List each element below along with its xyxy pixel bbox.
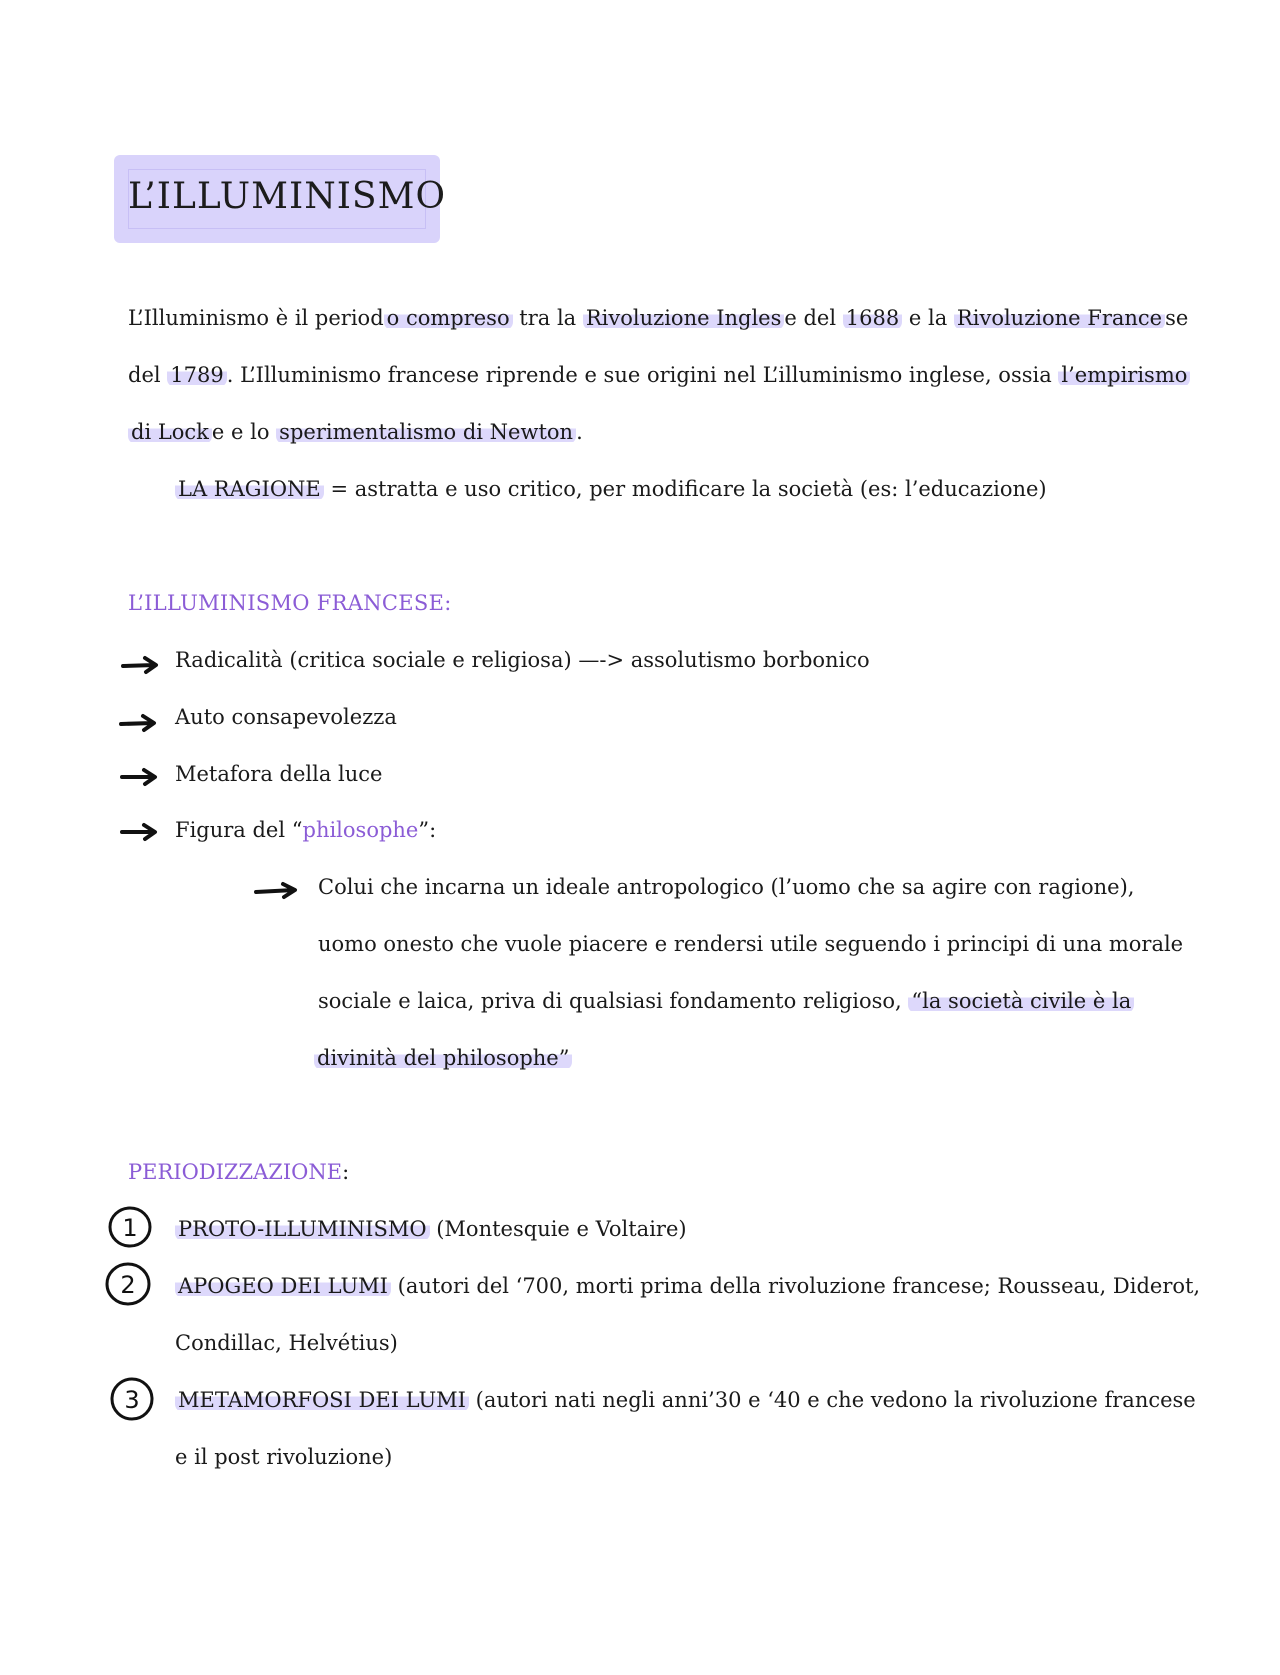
highlight: “la società civile è la [908, 989, 1134, 1013]
text: e e lo [211, 420, 277, 444]
list-item: Auto consapevolezza [175, 705, 397, 729]
number-circle-2-icon [103, 1259, 153, 1309]
arrow-icon [119, 711, 159, 733]
text: sociale e laica, priva di qualsiasi fondamento religioso, [318, 989, 909, 1013]
intro-line-2 [128, 360, 1190, 390]
text: se [1165, 306, 1189, 330]
highlight: 1789 [167, 363, 226, 387]
highlight: 1688 [843, 306, 902, 330]
highlight: o compreso [384, 306, 513, 330]
highlight: di Lock [128, 420, 212, 444]
circle-number: 1 [122, 1214, 138, 1242]
page-title: L’ILLUMINISMO [128, 176, 446, 217]
text: (autori del ‘700, morti prima della rivoluzione francese; Rousseau, Diderot, [390, 1274, 1201, 1298]
text: (autori nati negli anni’30 e ‘40 e che vedono la rivoluzione francese [468, 1388, 1196, 1412]
highlight: METAMORFOSI DEI LUMI [175, 1388, 469, 1412]
heading-text: PERIODIZZAZIONE [128, 1160, 343, 1184]
text: tra la [512, 306, 583, 330]
arrow-icon [254, 880, 300, 902]
highlight: APOGEO DEI LUMI [175, 1274, 391, 1298]
arrow-icon [120, 822, 160, 844]
text: (Montesquie e Voltaire) [429, 1217, 687, 1241]
period-item-3 [175, 1385, 1196, 1415]
text: . [576, 420, 583, 444]
philosophe-word: philosophe [302, 818, 419, 842]
text: ”: [418, 818, 437, 842]
intro-line-1 [128, 303, 1188, 333]
text: e del [784, 306, 843, 330]
arrow-icon [120, 766, 160, 788]
ragione-label: LA RAGIONE [175, 477, 324, 501]
arrow-icon [121, 654, 161, 676]
period-item-3-cont: e il post rivoluzione) [175, 1445, 393, 1469]
period-item-1 [175, 1214, 687, 1244]
period-item-2 [175, 1271, 1200, 1301]
list-item: Radicalità (critica sociale e religiosa) —-> assolutismo borbonico [175, 648, 870, 672]
highlight: l’empirismo [1058, 363, 1190, 387]
sub-line-2: uomo onesto che vuole piacere e rendersi utile seguendo i principi di una morale [318, 932, 1184, 956]
text: L’Illuminismo è il period [128, 306, 384, 330]
text: = astratta e uso critico, per modificare la società (es: l’educazione) [323, 477, 1047, 501]
text: e la [902, 306, 954, 330]
highlight: sperimentalismo di Newton [276, 420, 576, 444]
sub-line-3 [318, 986, 1134, 1016]
sub-line-1: Colui che incarna un ideale antropologico (l’uomo che sa agire con ragione), [318, 875, 1135, 899]
text: Figura del “ [175, 818, 303, 842]
highlight: PROTO-ILLUMINISMO [175, 1217, 430, 1241]
ragione-line [175, 474, 1047, 504]
highlight: Rivoluzione France [954, 306, 1165, 330]
circle-number: 3 [124, 1386, 140, 1414]
text: del [128, 363, 168, 387]
section-heading-periodizzazione [128, 1157, 349, 1187]
text: : [342, 1160, 350, 1184]
highlight: divinità del philosophe” [314, 1046, 572, 1070]
sub-line-4 [314, 1043, 572, 1073]
intro-line-3 [128, 417, 583, 447]
list-item-figura [175, 815, 436, 845]
section-heading-francese: L’ILLUMINISMO FRANCESE: [128, 591, 452, 615]
highlight: Rivoluzione Ingles [583, 306, 785, 330]
circle-number: 2 [120, 1271, 136, 1299]
text: . L’Illuminismo francese riprende e sue origini nel L’illuminismo inglese, ossia [226, 363, 1059, 387]
number-circle-3-icon [107, 1374, 157, 1424]
list-item: Metafora della luce [175, 762, 383, 786]
number-circle-1-icon [105, 1202, 155, 1252]
period-item-2-cont: Condillac, Helvétius) [175, 1331, 398, 1355]
